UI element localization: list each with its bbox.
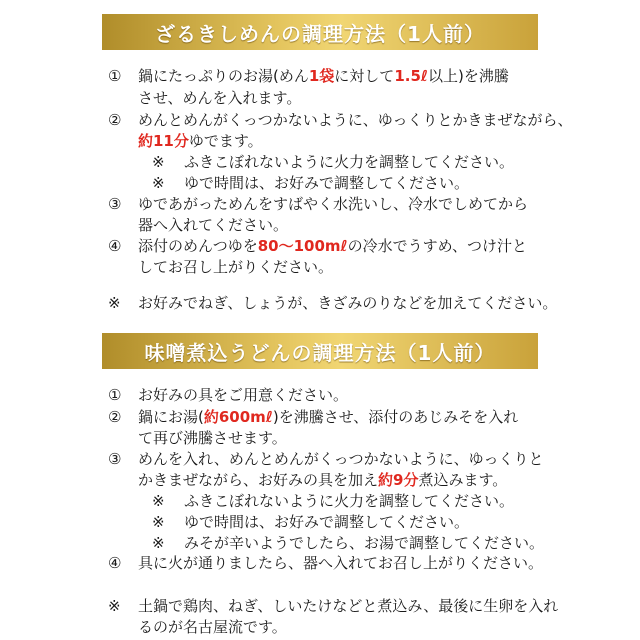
step-number: ② [108,111,122,129]
step-number: ② [108,408,122,426]
step-number: ④ [108,554,122,572]
step-number: ④ [108,237,122,255]
section2-title-banner [102,333,538,369]
step-number: ① [108,386,122,404]
section1-title: ざるきしめんの調理方法（1人前） [155,21,485,46]
section1-title-banner [102,14,538,50]
step-number: ① [108,67,122,85]
step-number: ③ [108,195,122,213]
step-number: ③ [108,450,122,468]
section2-title: 味噌煮込うどんの調理方法（1人前） [144,340,496,365]
